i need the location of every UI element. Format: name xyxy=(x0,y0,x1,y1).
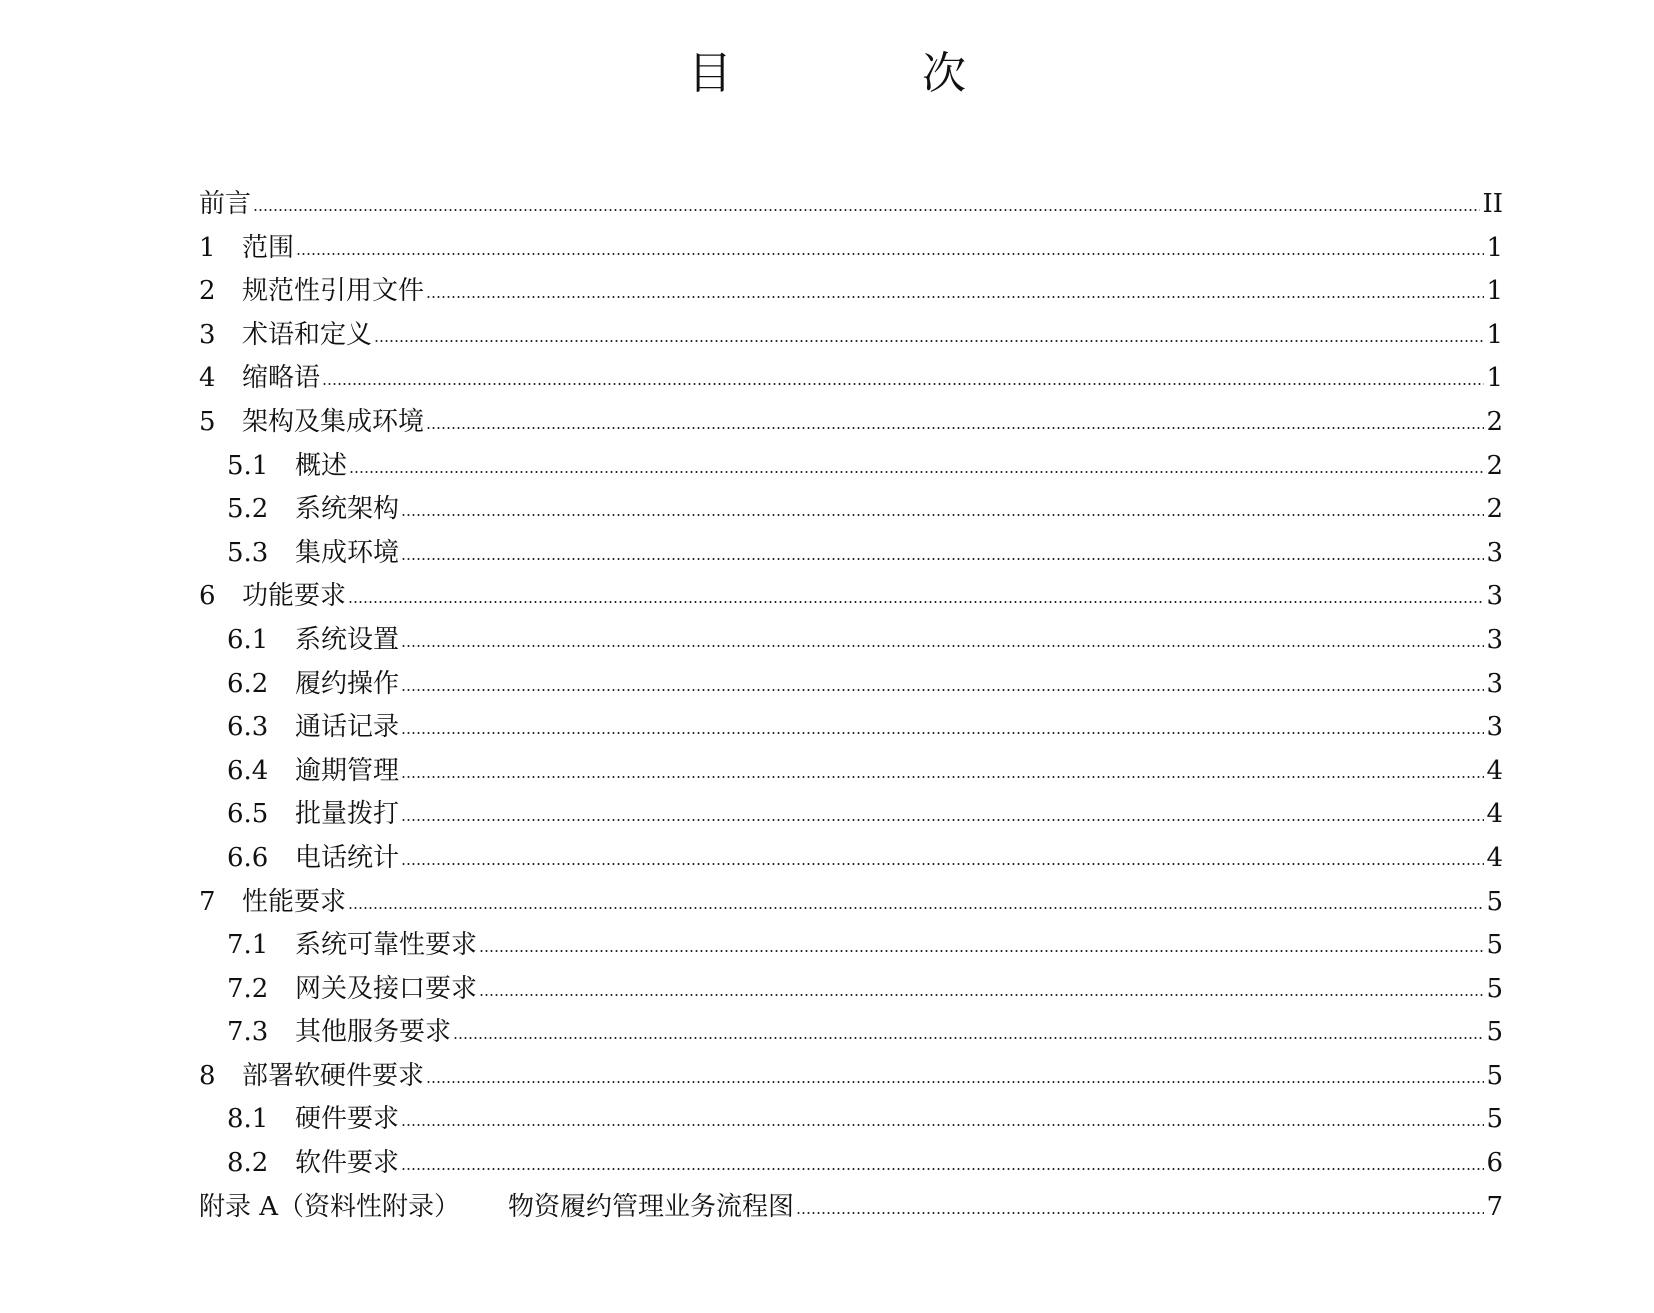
toc-entry-label: 电话统计 xyxy=(295,842,400,873)
toc-entry-number: 5.2 xyxy=(227,494,269,525)
toc-entry-page: 5 xyxy=(1486,1104,1503,1135)
toc-entry-label: 功能要求 xyxy=(242,581,347,612)
toc-entry-6[interactable] xyxy=(199,575,1503,619)
dot-leader xyxy=(426,427,1484,429)
toc-entry-7-3[interactable] xyxy=(199,1011,1503,1055)
dot-leader xyxy=(401,732,1484,734)
dot-leader xyxy=(401,689,1484,691)
toc-entry-label: 术语和定义 xyxy=(242,319,373,350)
dot-leader xyxy=(374,340,1484,342)
toc-entry-label: 系统架构 xyxy=(295,494,400,525)
dot-leader xyxy=(401,776,1484,778)
toc-entry-number: 2 xyxy=(199,276,216,307)
toc-entry-number: 6.4 xyxy=(227,755,269,786)
toc-entry-label: 架构及集成环境 xyxy=(242,406,425,437)
toc-entry-label: 通话记录 xyxy=(295,712,400,743)
toc-entry-label: 前言 xyxy=(199,189,252,219)
toc-entry-page: 3 xyxy=(1486,581,1503,612)
dot-leader xyxy=(479,950,1484,952)
toc-entry-5-3[interactable] xyxy=(199,532,1503,576)
dot-leader xyxy=(426,1081,1484,1083)
toc-entry-6-2[interactable] xyxy=(199,663,1503,707)
toc-entry-page: 2 xyxy=(1486,406,1503,437)
toc-entry-page: 4 xyxy=(1486,799,1503,830)
toc-entry-6-5[interactable] xyxy=(199,793,1503,837)
toc-entry-page: 3 xyxy=(1486,712,1503,743)
toc-entry-number: 1 xyxy=(199,232,216,263)
appendix-title: 物资履约管理业务流程图 xyxy=(508,1191,795,1222)
toc-entry-number: 8.1 xyxy=(227,1104,269,1135)
toc-entry-6-4[interactable] xyxy=(199,750,1503,794)
toc-entry-page: 5 xyxy=(1486,973,1503,1004)
toc-entry-number: 5 xyxy=(199,406,216,437)
toc-entry-number: 6.6 xyxy=(227,842,269,873)
table-of-contents xyxy=(199,183,1503,1229)
toc-entry-number: 6.5 xyxy=(227,799,269,830)
toc-entry-2[interactable] xyxy=(199,270,1503,314)
toc-entry-page: 5 xyxy=(1486,930,1503,961)
dot-leader xyxy=(322,383,1484,385)
toc-entry-3[interactable] xyxy=(199,314,1503,358)
dot-leader xyxy=(348,601,1484,603)
toc-entry-page: 1 xyxy=(1486,232,1503,263)
toc-entry-number: 8 xyxy=(199,1060,216,1091)
toc-entry-label: 履约操作 xyxy=(295,668,400,699)
toc-entry-label: 网关及接口要求 xyxy=(295,973,478,1004)
dot-leader xyxy=(348,907,1484,909)
toc-entry-page: 3 xyxy=(1486,624,1503,655)
toc-entry-7-1[interactable] xyxy=(199,924,1503,968)
dot-leader xyxy=(401,1168,1484,1170)
toc-entry-6-3[interactable] xyxy=(199,706,1503,750)
toc-entry-number: 5.1 xyxy=(227,450,269,481)
toc-entry-page: 7 xyxy=(1486,1191,1503,1222)
toc-entry-page: II xyxy=(1482,189,1503,219)
dot-leader xyxy=(401,558,1484,560)
dot-leader xyxy=(453,1037,1484,1039)
toc-entry-label: 逾期管理 xyxy=(295,755,400,786)
dot-leader xyxy=(426,296,1484,298)
toc-entry-number: 6.1 xyxy=(227,624,269,655)
toc-entry-number: 4 xyxy=(199,363,216,394)
toc-entry-page: 2 xyxy=(1486,450,1503,481)
toc-entry-5[interactable] xyxy=(199,401,1503,445)
toc-entry-label: 批量拨打 xyxy=(295,799,400,830)
toc-entry-page: 3 xyxy=(1486,668,1503,699)
toc-entry-page: 5 xyxy=(1486,1060,1503,1091)
toc-entry-number: 7.3 xyxy=(227,1017,269,1048)
toc-entry-label: 规范性引用文件 xyxy=(242,276,425,307)
page-title: 目 次 xyxy=(688,48,1054,99)
toc-entry-number: 3 xyxy=(199,319,216,350)
dot-leader xyxy=(253,209,1480,211)
toc-entry-page: 5 xyxy=(1486,886,1503,917)
dot-leader xyxy=(401,514,1484,516)
dot-leader xyxy=(349,471,1484,473)
toc-entry-number: 6 xyxy=(199,581,216,612)
toc-entry-page: 1 xyxy=(1486,319,1503,350)
toc-entry-1[interactable] xyxy=(199,227,1503,271)
toc-entry-label: 缩略语 xyxy=(242,363,321,394)
dot-leader xyxy=(401,1124,1484,1126)
toc-entry-5-1[interactable] xyxy=(199,445,1503,489)
toc-entry-page: 5 xyxy=(1486,1017,1503,1048)
toc-entry-label: 系统设置 xyxy=(295,624,400,655)
toc-entry-7-2[interactable] xyxy=(199,968,1503,1012)
toc-entry-page: 1 xyxy=(1486,276,1503,307)
toc-entry-5-2[interactable] xyxy=(199,488,1503,532)
toc-entry-page: 4 xyxy=(1486,842,1503,873)
toc-entry-8[interactable] xyxy=(199,1055,1503,1099)
toc-entry-number: 6.2 xyxy=(227,668,269,699)
toc-entry-label: 其他服务要求 xyxy=(295,1017,452,1048)
toc-entry-label: 软件要求 xyxy=(295,1148,400,1179)
toc-entry-7[interactable] xyxy=(199,881,1503,925)
toc-entry-label: 集成环境 xyxy=(295,537,400,568)
dot-leader xyxy=(401,863,1484,865)
toc-entry-page: 6 xyxy=(1486,1148,1503,1179)
toc-entry-label: 概述 xyxy=(295,450,348,481)
toc-entry-8-1[interactable] xyxy=(199,1098,1503,1142)
toc-entry-8-2[interactable] xyxy=(199,1142,1503,1186)
toc-entry-number: 5.3 xyxy=(227,537,269,568)
dot-leader xyxy=(401,645,1484,647)
appendix-label: 附录 A（资料性附录） xyxy=(199,1191,461,1222)
toc-entry-appendix-a[interactable] xyxy=(199,1186,1503,1230)
toc-entry-6-6[interactable] xyxy=(199,837,1503,881)
toc-entry-6-1[interactable] xyxy=(199,619,1503,663)
dot-leader xyxy=(796,1212,1484,1214)
dot-leader xyxy=(401,819,1484,821)
toc-entry-preface[interactable] xyxy=(199,183,1503,227)
toc-entry-number: 6.3 xyxy=(227,712,269,743)
toc-entry-number: 7.2 xyxy=(227,973,269,1004)
dot-leader xyxy=(479,994,1484,996)
toc-entry-page: 4 xyxy=(1486,755,1503,786)
dot-leader xyxy=(296,253,1484,255)
toc-entry-label: 硬件要求 xyxy=(295,1104,400,1135)
toc-entry-label: 性能要求 xyxy=(242,886,347,917)
toc-entry-number: 7 xyxy=(199,886,216,917)
toc-entry-number: 7.1 xyxy=(227,930,269,961)
toc-entry-page: 3 xyxy=(1486,537,1503,568)
toc-entry-page: 1 xyxy=(1486,363,1503,394)
toc-entry-label: 部署软硬件要求 xyxy=(242,1060,425,1091)
toc-entry-page: 2 xyxy=(1486,494,1503,525)
toc-entry-label: 范围 xyxy=(242,232,295,263)
toc-entry-4[interactable] xyxy=(199,357,1503,401)
toc-entry-number: 8.2 xyxy=(227,1148,269,1179)
toc-entry-label: 系统可靠性要求 xyxy=(295,930,478,961)
